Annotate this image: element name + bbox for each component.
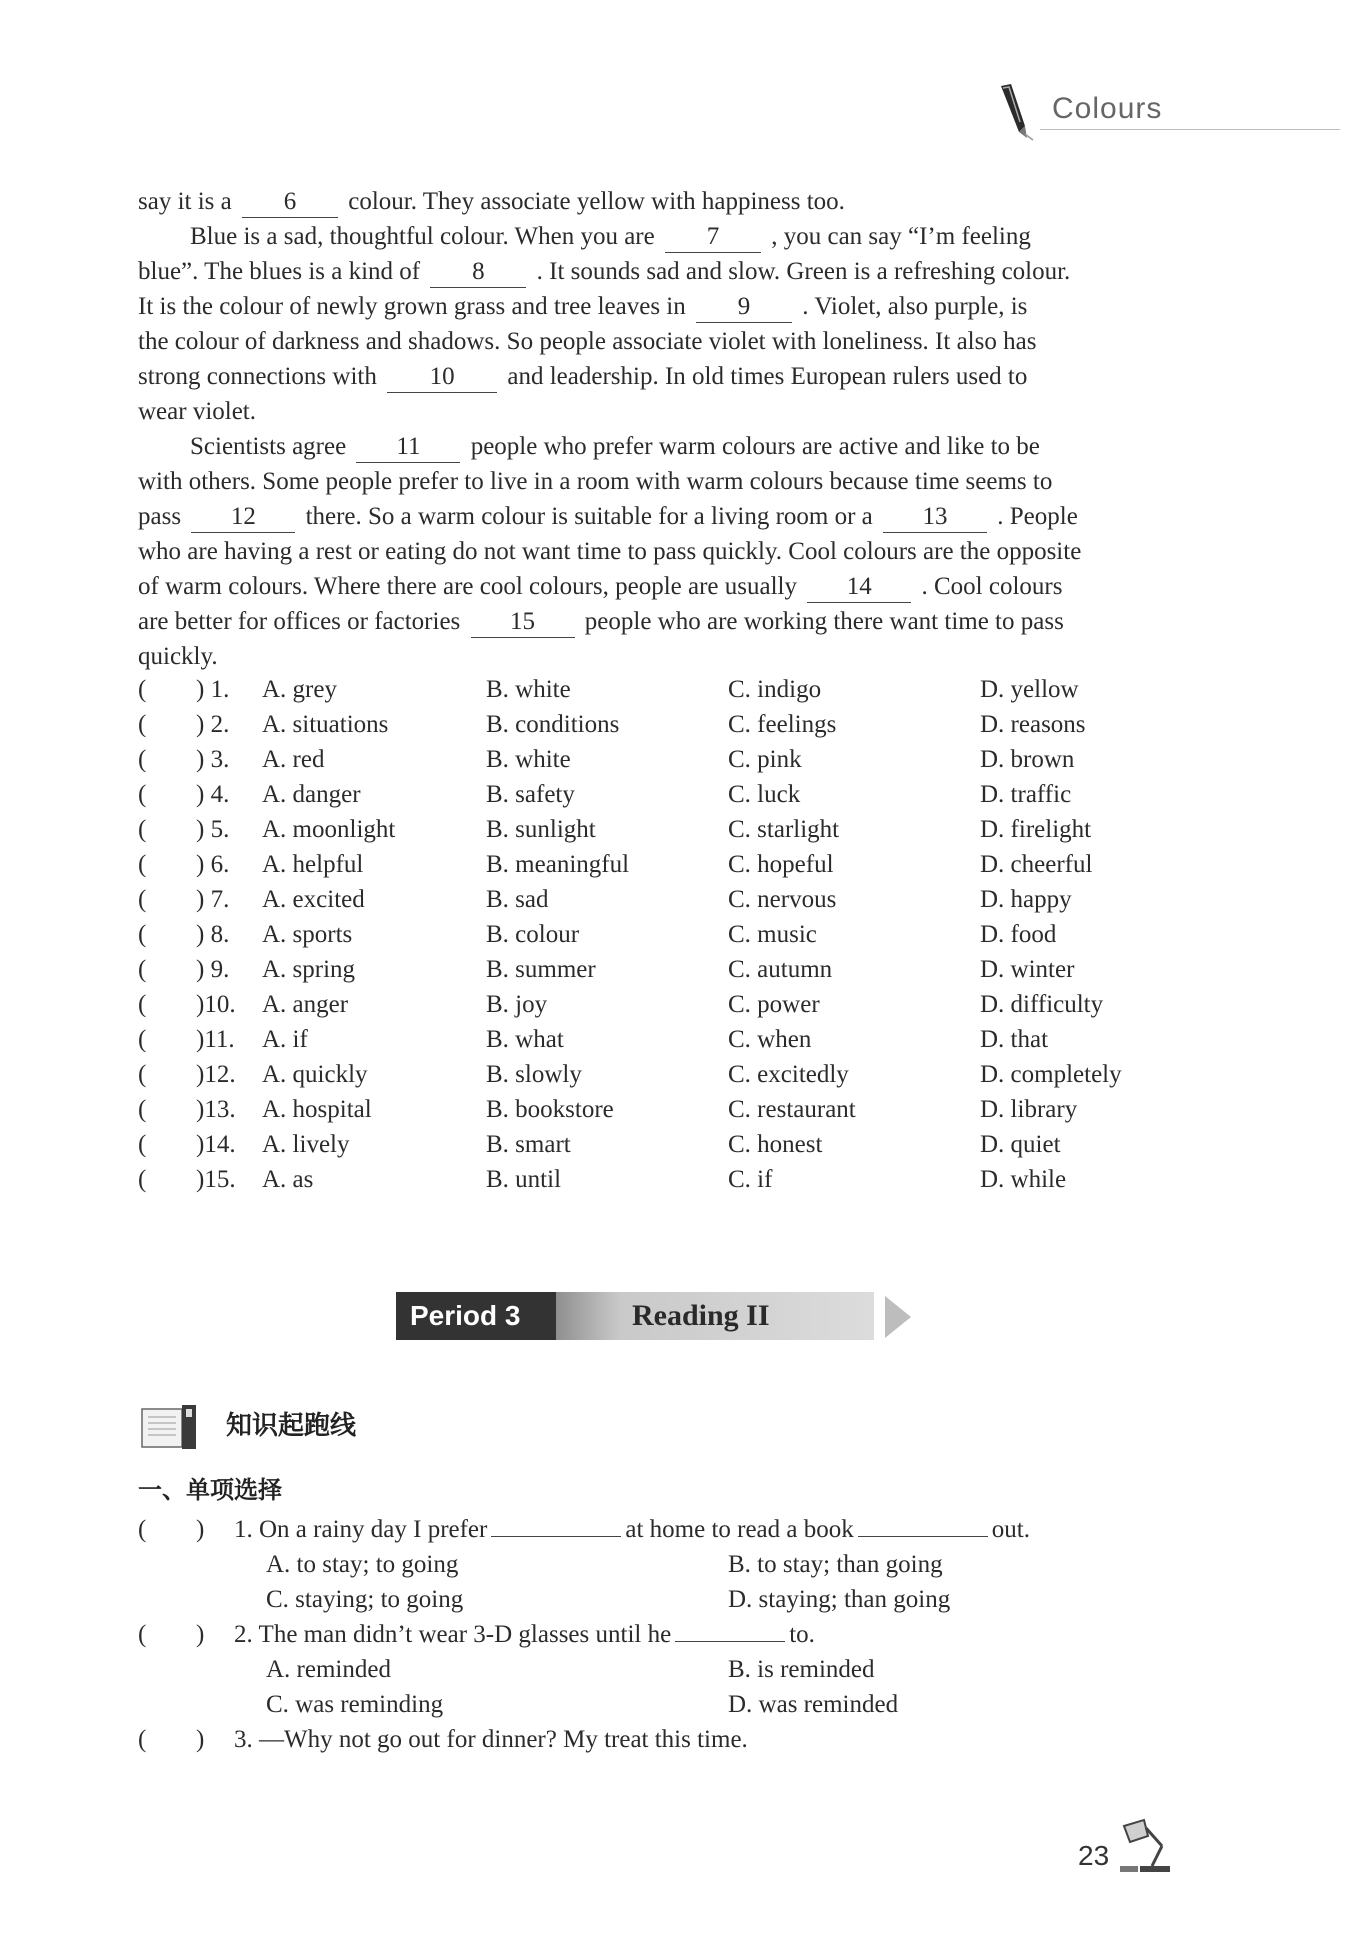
option-d: D. completely (980, 1061, 1122, 1088)
option-a: A. reminded (266, 1656, 391, 1683)
option-b: B. conditions (486, 711, 620, 738)
option-c: C. staying; to going (266, 1586, 464, 1613)
option-c: C. honest (728, 1131, 823, 1158)
option-d: D. reasons (980, 711, 1086, 738)
answer-paren[interactable]: ( (138, 1516, 147, 1543)
option-c: C. restaurant (728, 1096, 856, 1123)
question-part: out. (991, 1516, 1030, 1543)
cloze-blank: 7 (665, 222, 761, 253)
option-c: C. power (728, 991, 820, 1018)
answer-paren[interactable]: ( (138, 1166, 147, 1193)
question-part: at home to read a book (625, 1516, 854, 1543)
question-1 (138, 1512, 1198, 1547)
book-icon (140, 1403, 202, 1451)
option-d: D. that (980, 1026, 1049, 1053)
question-number: ) 1. (196, 676, 230, 703)
question-number: ) 8. (196, 921, 230, 948)
answer-paren[interactable]: ( (138, 816, 147, 843)
period-title: Reading II (556, 1292, 874, 1340)
option-c: C. music (728, 921, 817, 948)
passage-text: blue”. The blues is a kind of (138, 258, 421, 285)
answer-paren[interactable]: ( (138, 886, 147, 913)
answer-paren[interactable]: ( (138, 711, 147, 738)
option-c: C. when (728, 1026, 812, 1053)
option-d: D. was reminded (728, 1691, 899, 1718)
cloze-blank: 10 (387, 362, 497, 393)
option-a: A. grey (262, 676, 337, 703)
option-d: D. cheerful (980, 851, 1093, 878)
passage-line (138, 219, 1178, 254)
part-title: 一、单项选择 (138, 1476, 282, 1504)
question-number: )11. (196, 1026, 235, 1053)
answer-blank (491, 1536, 621, 1537)
option-c: C. autumn (728, 956, 833, 983)
cloze-blank: 15 (471, 607, 575, 638)
passage-text: . Violet, also purple, is (802, 293, 1028, 320)
option-a: A. hospital (262, 1096, 372, 1123)
option-b: B. summer (486, 956, 596, 983)
question-number: )10. (196, 991, 236, 1018)
passage-line (138, 254, 1178, 289)
option-d: D. happy (980, 886, 1072, 913)
option-a: A. if (262, 1026, 308, 1053)
passage-text: It is the colour of newly grown grass and tree leaves in (138, 293, 686, 320)
passage-text: wear violet. (138, 398, 257, 425)
question-part: to. (789, 1621, 815, 1648)
question-1-options-ab (138, 1547, 1198, 1582)
cloze-blank: 11 (356, 432, 460, 463)
passage-text: . Cool colours (921, 573, 1063, 600)
cloze-blank: 6 (242, 187, 338, 218)
question-number: )12. (196, 1061, 236, 1088)
option-d: D. yellow (980, 676, 1079, 703)
passage-line (138, 499, 1178, 534)
question-part: 2. The man didn’t wear 3-D glasses until he (234, 1621, 672, 1648)
question-part: 1. On a rainy day I prefer (234, 1516, 488, 1543)
passage-text: . People (997, 503, 1078, 530)
option-b: B. slowly (486, 1061, 582, 1088)
passage-line (138, 394, 1178, 429)
passage-line (138, 569, 1178, 604)
period-label: Period 3 (396, 1292, 556, 1340)
option-c: C. pink (728, 746, 802, 773)
question-1-options-cd (138, 1582, 1198, 1617)
option-a: A. moonlight (262, 816, 396, 843)
passage-line (138, 184, 1178, 219)
option-b: B. is reminded (728, 1656, 875, 1683)
passage-text: Scientists agree (190, 433, 347, 460)
option-c: C. feelings (728, 711, 837, 738)
passage-line (138, 534, 1178, 569)
option-d: D. quiet (980, 1131, 1061, 1158)
option-d: D. food (980, 921, 1057, 948)
option-b: B. sunlight (486, 816, 596, 843)
answer-paren[interactable]: ( (138, 1131, 147, 1158)
option-b: B. smart (486, 1131, 571, 1158)
passage-text: pass (138, 503, 182, 530)
option-a: A. situations (262, 711, 389, 738)
answer-paren-close: ) (196, 1621, 205, 1648)
option-a: A. to stay; to going (266, 1551, 459, 1578)
option-d: D. library (980, 1096, 1078, 1123)
option-b: B. white (486, 676, 571, 703)
passage-text: colour. They associate yellow with happiness too. (348, 188, 845, 215)
option-b: B. to stay; than going (728, 1551, 943, 1578)
cloze-blank: 8 (430, 257, 526, 288)
section-title: 知识起跑线 (226, 1411, 357, 1441)
passage-text: , you can say “I’m feeling (771, 223, 1031, 250)
page-number: 23 (1078, 1840, 1110, 1871)
question-number: ) 4. (196, 781, 230, 808)
option-c: C. starlight (728, 816, 840, 843)
option-d: D. winter (980, 956, 1075, 983)
option-d: D. firelight (980, 816, 1092, 843)
passage-text: Blue is a sad, thoughtful colour. When you are (190, 223, 655, 250)
arrow-right-icon (883, 1294, 913, 1340)
option-a: A. excited (262, 886, 365, 913)
answer-paren[interactable]: ( (138, 991, 147, 1018)
answer-paren[interactable]: ( (138, 956, 147, 983)
answer-blank (675, 1641, 785, 1642)
answer-paren[interactable]: ( (138, 1096, 147, 1123)
passage-line (138, 639, 1178, 674)
answer-paren[interactable]: ( (138, 746, 147, 773)
question-number: ) 6. (196, 851, 230, 878)
answer-paren[interactable]: ( (138, 1621, 147, 1648)
option-a: A. anger (262, 991, 349, 1018)
question-number: )15. (196, 1166, 236, 1193)
option-a: A. as (262, 1166, 314, 1193)
option-b: B. joy (486, 991, 548, 1018)
answer-paren[interactable]: ( (138, 781, 147, 808)
passage-text: quickly. (138, 643, 218, 670)
passage-text: who are having a rest or eating do not want time to pass quickly. Cool colours are the opposite (138, 538, 1082, 565)
option-b: B. safety (486, 781, 575, 808)
option-a: A. spring (262, 956, 356, 983)
passage-text: . It sounds sad and slow. Green is a refreshing colour. (536, 258, 1071, 285)
lamp-icon (1118, 1816, 1174, 1876)
option-b: B. bookstore (486, 1096, 614, 1123)
cloze-blank: 9 (696, 292, 792, 323)
option-a: A. danger (262, 781, 361, 808)
answer-paren[interactable]: ( (138, 1026, 147, 1053)
question-text: 3. —Why not go out for dinner? My treat this time. (234, 1726, 748, 1753)
passage-line (138, 324, 1178, 359)
answer-blank (858, 1536, 988, 1537)
option-c: C. if (728, 1166, 773, 1193)
answer-paren[interactable]: ( (138, 676, 147, 703)
answer-paren[interactable]: ( (138, 851, 147, 878)
cloze-blank: 12 (191, 502, 295, 533)
answer-paren-close: ) (196, 1516, 205, 1543)
option-a: A. quickly (262, 1061, 368, 1088)
passage-line (138, 359, 1178, 394)
option-d: D. brown (980, 746, 1075, 773)
option-c: C. hopeful (728, 851, 834, 878)
passage-line (138, 464, 1178, 499)
question-number: ) 7. (196, 886, 230, 913)
option-b: B. white (486, 746, 571, 773)
cloze-blank: 14 (807, 572, 911, 603)
pen-icon (995, 82, 1035, 144)
option-b: B. sad (486, 886, 549, 913)
passage-line (138, 289, 1178, 324)
question-number: ) 5. (196, 816, 230, 843)
option-a: A. red (262, 746, 325, 773)
option-d: D. staying; than going (728, 1586, 951, 1613)
question-2-options-cd (138, 1687, 1198, 1722)
question-2 (138, 1617, 1198, 1652)
option-c: C. excitedly (728, 1061, 849, 1088)
question-number: ) 2. (196, 711, 230, 738)
passage-text: of warm colours. Where there are cool colours, people are usually (138, 573, 797, 600)
chapter-title: Colours (1052, 92, 1163, 125)
option-c: C. luck (728, 781, 801, 808)
answer-paren[interactable]: ( (138, 1061, 147, 1088)
passage-text: say it is a (138, 188, 232, 215)
answer-paren[interactable]: ( (138, 921, 147, 948)
answer-paren[interactable]: ( (138, 1726, 147, 1753)
cloze-passage (138, 184, 1178, 674)
option-b: B. until (486, 1166, 562, 1193)
passage-text: people who are working there want time to pass (584, 608, 1064, 635)
option-a: A. helpful (262, 851, 364, 878)
passage-text: with others. Some people prefer to live in a room with warm colours because time seems to (138, 468, 1053, 495)
question-text (234, 1512, 1030, 1547)
passage-text: there. So a warm colour is suitable for a living room or a (305, 503, 873, 530)
option-c: C. nervous (728, 886, 837, 913)
question-number: ) 3. (196, 746, 230, 773)
option-d: D. difficulty (980, 991, 1104, 1018)
question-number: )13. (196, 1096, 236, 1123)
passage-line (138, 429, 1178, 464)
question-3 (138, 1722, 1198, 1757)
option-c: C. was reminding (266, 1691, 444, 1718)
question-number: ) 9. (196, 956, 230, 983)
mcq-section (138, 1512, 1198, 1757)
question-text (234, 1617, 815, 1652)
option-c: C. indigo (728, 676, 822, 703)
question-number: )14. (196, 1131, 236, 1158)
passage-text: are better for offices or factories (138, 608, 461, 635)
passage-line (138, 604, 1178, 639)
option-d: D. traffic (980, 781, 1072, 808)
header-divider (1040, 129, 1340, 130)
cloze-blank: 13 (883, 502, 987, 533)
passage-text: and leadership. In old times European rulers used to (507, 363, 1028, 390)
option-b: B. colour (486, 921, 580, 948)
option-d: D. while (980, 1166, 1067, 1193)
answer-paren-close: ) (196, 1726, 205, 1753)
option-b: B. meaningful (486, 851, 630, 878)
option-a: A. sports (262, 921, 353, 948)
passage-text: people who prefer warm colours are active and like to be (470, 433, 1040, 460)
passage-text: strong connections with (138, 363, 377, 390)
passage-text: the colour of darkness and shadows. So people associate violet with loneliness. It also has (138, 328, 1037, 355)
option-b: B. what (486, 1026, 564, 1053)
option-a: A. lively (262, 1131, 350, 1158)
question-2-options-ab (138, 1652, 1198, 1687)
